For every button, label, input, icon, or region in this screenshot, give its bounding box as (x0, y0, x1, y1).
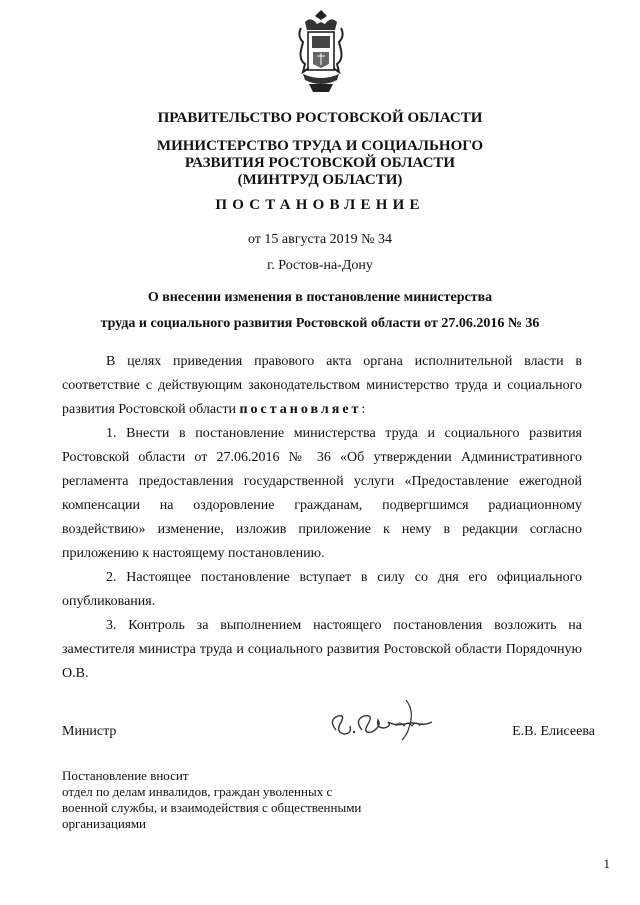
date-number: от 15 августа 2019 № 34 (247, 232, 393, 247)
title-line-1: О внесении изменения в постановление министерства (147, 290, 493, 305)
executor-line-1: Постановление вносит (62, 768, 189, 783)
title-line-2: труда и социального развития Ростовской области от 27.06.2016 № 36 (100, 316, 540, 331)
signatory-name: Е.В. Елисеева (512, 724, 595, 739)
ministry-title (0, 138, 640, 189)
city: г. Ростов-на-Дону (267, 258, 373, 273)
document-type: ПОСТАНОВЛЕНИЕ (215, 197, 425, 213)
preamble-end: : (361, 402, 366, 417)
ministry-short: (МИНТРУД ОБЛАСТИ) (237, 172, 403, 188)
handwritten-signature (322, 690, 442, 752)
government-title: ПРАВИТЕЛЬСТВО РОСТОВСКОЙ ОБЛАСТИ (157, 110, 483, 126)
document-body (62, 350, 582, 686)
preamble-text: В целях приведения правового акта органа исполнительной власти в соответствие с действующим законодательством министерство труда и социального развития Ростовской области (62, 354, 582, 417)
coat-of-arms-emblem (295, 6, 347, 98)
signatory-role: Министр (62, 724, 117, 739)
preamble-keyword: постановляет (239, 402, 362, 417)
preamble-paragraph (62, 350, 582, 422)
document-title (0, 285, 640, 337)
item-2: 2. Настоящее постановление вступает в силу со дня его официального опубликования. (62, 570, 582, 609)
item-1: 1. Внести в постановление министерства труда и социального развития Ростовской области от 27.06.2016 № 36 «Об утверждении Административного регламента предоставления государственной услуги «Предоставление ежегодной компенсации на оздоровление гражданам, подвергшимся радиационному воздействию» изменение, изложив приложение к нему в редакции согласно приложению к настоящему постановлению. (62, 426, 582, 561)
executor-note (62, 768, 462, 832)
executor-line-4: организациями (62, 816, 146, 831)
executor-line-3: военной службы, и взаимодействия с общественными (62, 800, 362, 815)
item-3: 3. Контроль за выполнением настоящего постановления возложить на заместителя министра труда и социального развития Ростовской области Порядочную О.В. (62, 618, 582, 681)
ministry-line-2: РАЗВИТИЯ РОСТОВСКОЙ ОБЛАСТИ (184, 155, 456, 171)
page-number: 1 (603, 856, 610, 871)
executor-line-2: отдел по делам инвалидов, граждан уволенных с (62, 784, 333, 799)
ministry-line-1: МИНИСТЕРСТВО ТРУДА И СОЦИАЛЬНОГО (156, 138, 484, 154)
